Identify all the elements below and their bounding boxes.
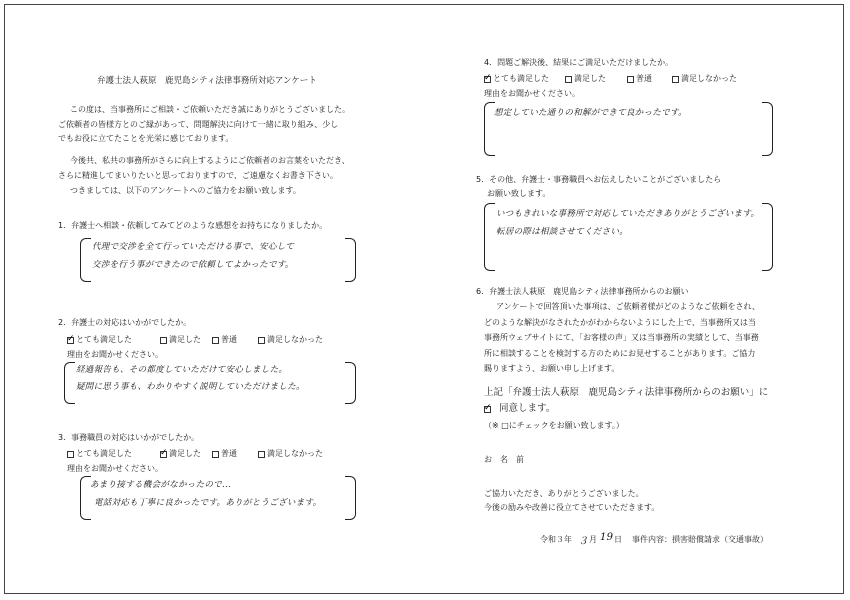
q2-answer-line: 疑問に思う事も、わかりやすく説明していただけました。 [76, 382, 305, 392]
answer-bracket-left [64, 362, 75, 404]
intro-line: さらに精進してまいりたいと思っておりますので、ご遠慮なくお書き下さい。 [58, 171, 338, 180]
option-label: とても満足した [76, 335, 132, 344]
q2-answer-line: 経過報告も、その都度していただけて安心しました。 [76, 365, 288, 375]
q6-body-line: アンケートで回答頂いた事項は、ご依頼者様がどのようなご依頼をされ、 [496, 302, 760, 311]
q5-question: 5．その他、弁護士・事務職員へお伝えしたいことがございましたら [476, 175, 722, 184]
option-label: 満足した [574, 74, 606, 83]
q3-reason-label: 理由をお聞かせください。 [67, 464, 163, 473]
checkbox[interactable] [258, 337, 265, 344]
q2-option-normal[interactable] [212, 335, 237, 345]
intro-line: つきましては、以下のアンケートへのご協力をお願い致します。 [70, 186, 301, 195]
q2-option-very-satisfied[interactable] [67, 335, 132, 345]
option-label: 満足した [169, 335, 201, 344]
checkbox-checked[interactable] [484, 76, 491, 83]
q4-option-satisfied[interactable] [565, 74, 606, 84]
q6-body-line: 事務所ウェブサイトにて、「お客様の声」又は当事務所の実績として、当事務 [484, 333, 759, 342]
intro-line: 今後共、私共の事務所がさらに向上するようにご依頼者のお言葉をいただき、 [70, 156, 350, 165]
checkbox[interactable] [565, 76, 572, 83]
thanks-line: 今後の励みや改善に役立てさせていただきます。 [484, 503, 660, 512]
q3-question: 3．事務職員の対応はいかがでしたか。 [58, 433, 200, 442]
checkbox[interactable] [160, 337, 167, 344]
footer-case: 事件内容：損害賠償請求（交通事故） [632, 535, 768, 544]
q6-body-line: 所に相談することを検討する方のためにお見せすることがあります。ご協力 [484, 349, 756, 358]
option-label: 満足しなかった [267, 449, 323, 458]
q4-question: 4．問題ご解決後、結果にご満足いただけましたか。 [484, 58, 674, 67]
intro-line: ご依頼者の皆様方とのご縁があって、問題解決に向けて一緒に取り組み、少し [58, 120, 339, 129]
footer-month: ３ [578, 536, 589, 547]
q2-question: 2．弁護士の対応はいかがでしたか。 [58, 318, 192, 327]
q3-answer-line: あまり接する機会がなかったので... [90, 480, 232, 490]
answer-bracket-right [345, 238, 356, 282]
q1-question: 1．弁護士へ相談・依頼してみてどのような感想をお持ちになりましたか。 [58, 221, 328, 230]
q5-question-cont: お願い致します。 [487, 189, 551, 198]
checkbox[interactable] [212, 451, 219, 458]
survey-title: 弁護士法人萩原 鹿児島シティ法律事務所対応アンケート [97, 76, 317, 86]
checkbox-checked[interactable] [484, 406, 491, 413]
q4-option-not-satisfied[interactable] [672, 74, 737, 84]
q3-option-not-satisfied[interactable] [258, 449, 323, 459]
consent-note: （※ □にチェックをお願い致します。） [484, 421, 624, 430]
q2-option-satisfied[interactable] [160, 335, 201, 345]
q1-answer-line: 代理で交渉を全て行っていただける事で、安心して [92, 242, 295, 252]
intro-line: この度は、当事務所にご相談・ご依頼いただき誠にありがとうございました。 [70, 105, 350, 114]
consent-heading: 上記「弁護士法人萩原 鹿児島シティ法律事務所からのお願い」に [484, 387, 769, 398]
option-label: 満足しなかった [267, 335, 323, 344]
answer-bracket-left [80, 238, 91, 282]
option-label: とても満足した [76, 449, 132, 458]
q4-option-normal[interactable] [627, 74, 652, 84]
option-label: 普通 [636, 74, 652, 83]
q2-option-not-satisfied[interactable] [258, 335, 323, 345]
checkbox[interactable] [672, 76, 679, 83]
checkbox[interactable] [258, 451, 265, 458]
checkbox-checked[interactable] [160, 451, 167, 458]
q3-answer-line: 電話対応も丁寧に良かったです。ありがとうございます。 [94, 498, 322, 508]
q3-option-very-satisfied[interactable] [67, 449, 132, 459]
q1-answer-line: 交渉を行う事ができたので依頼してよかったです。 [92, 260, 294, 270]
q2-reason-label: 理由をお聞かせください。 [67, 350, 163, 359]
answer-bracket-right [345, 476, 356, 520]
answer-bracket-right [762, 102, 773, 156]
checkbox[interactable] [627, 76, 634, 83]
consent-checkbox[interactable] [484, 404, 555, 414]
q4-answer-line: 想定していた通りの和解ができて良かったです。 [494, 108, 687, 118]
footer-month-unit: 月 [589, 535, 597, 544]
q6-title: 6．弁護士法人萩原 鹿児島シティ法律事務所からのお願い [476, 287, 689, 296]
q4-reason-label: 理由をお聞かせください。 [484, 89, 580, 98]
q6-body-line: 賜りますよう、お願い申し上げます。 [484, 364, 620, 373]
footer-day: 19 [600, 532, 614, 543]
footer-era: 令和３年 [540, 535, 572, 544]
q3-option-normal[interactable] [212, 449, 237, 459]
option-label: 普通 [221, 335, 237, 344]
checkbox-checked[interactable] [67, 337, 74, 344]
q5-answer-line: いつもきれいな事務所で対応していただきありがとうございます。 [496, 209, 760, 219]
name-label: お 名 前 [484, 455, 524, 464]
q3-option-satisfied[interactable] [160, 449, 201, 459]
option-label: 満足しなかった [681, 74, 737, 83]
thanks-line: ご協力いただき、ありがとうございました。 [484, 489, 644, 498]
footer-day-unit: 日 [614, 535, 622, 544]
q4-option-very-satisfied[interactable] [484, 74, 549, 84]
answer-bracket-right [762, 203, 773, 271]
consent-agree-label: 同意します。 [499, 403, 556, 414]
option-label: 普通 [221, 449, 237, 458]
intro-line: でもお役に立てたことを光栄に感じております。 [58, 134, 234, 143]
answer-bracket-right [345, 362, 356, 404]
option-label: 満足した [169, 449, 201, 458]
checkbox[interactable] [212, 337, 219, 344]
answer-bracket-left [484, 203, 495, 271]
checkbox[interactable] [67, 451, 74, 458]
q5-answer-line: 転居の際は相談させてください。 [496, 227, 629, 237]
option-label: とても満足した [493, 74, 549, 83]
q6-body-line: どのような解決がなされたかがわからないようにした上で、当事務所又は当 [484, 318, 756, 327]
